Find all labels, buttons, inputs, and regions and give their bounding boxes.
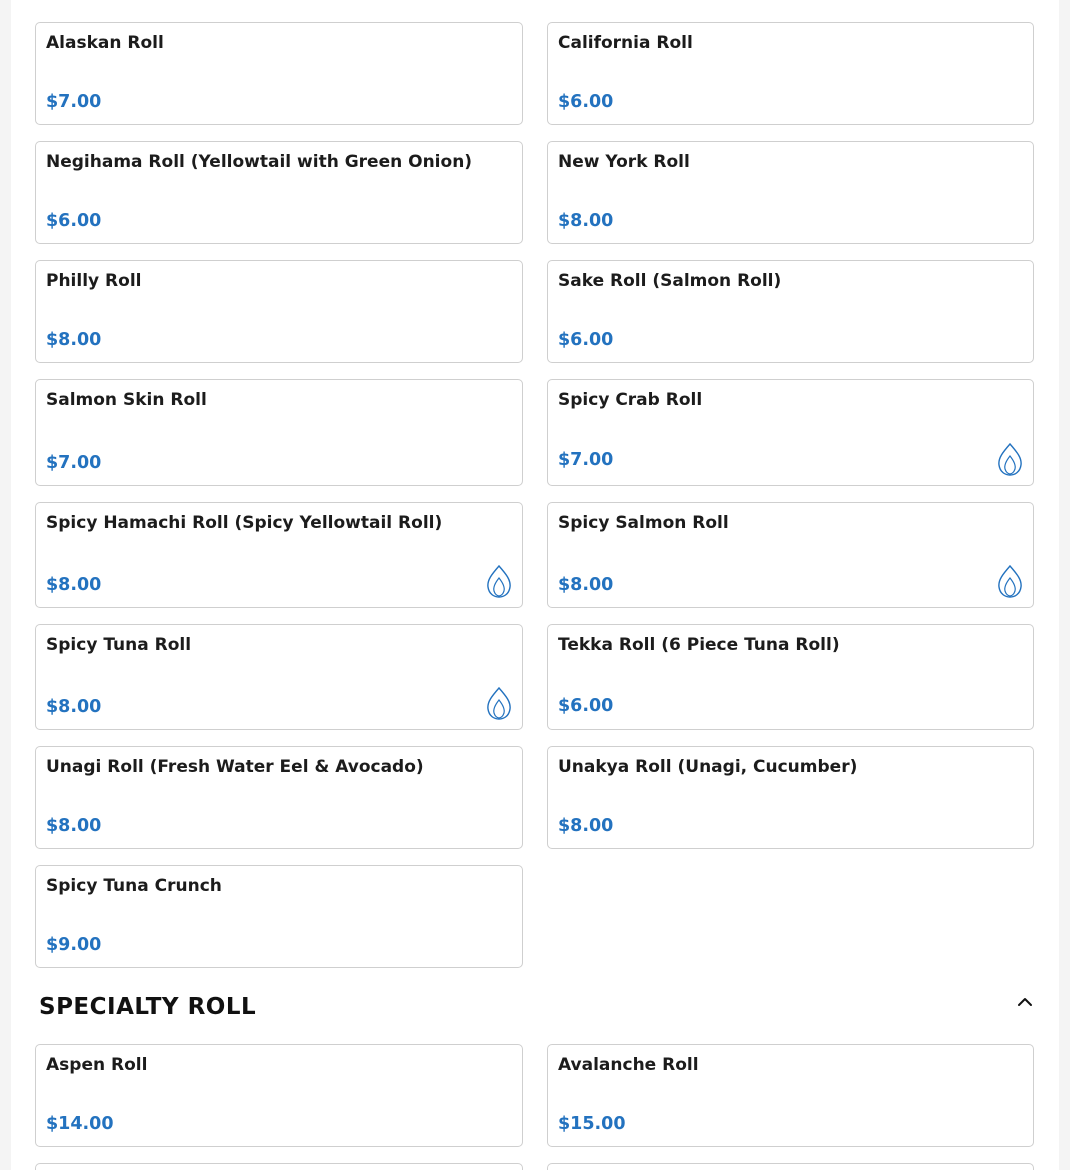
menu-item-card[interactable] bbox=[547, 624, 1034, 730]
menu-item-name: Aspen Roll bbox=[46, 1055, 148, 1075]
menu-item-price: $7.00 bbox=[46, 92, 102, 112]
menu-item-price: $8.00 bbox=[558, 575, 614, 595]
menu-item-price: $7.00 bbox=[558, 450, 614, 470]
menu-item-price: $8.00 bbox=[558, 816, 614, 836]
menu-item-name: California Roll bbox=[558, 33, 693, 53]
menu-item-card[interactable] bbox=[35, 624, 523, 730]
menu-item-card[interactable] bbox=[35, 22, 523, 125]
menu-item-name: Salmon Skin Roll bbox=[46, 390, 207, 410]
menu-item-name: Unagi Roll (Fresh Water Eel & Avocado) bbox=[46, 757, 424, 777]
menu-item-card[interactable] bbox=[547, 502, 1034, 608]
menu-item-price: $9.00 bbox=[46, 935, 102, 955]
menu-item-card[interactable] bbox=[35, 260, 523, 363]
menu-item-card[interactable] bbox=[35, 141, 523, 244]
menu-item-name: Tekka Roll (6 Piece Tuna Roll) bbox=[558, 635, 840, 655]
menu-item-name: Spicy Salmon Roll bbox=[558, 513, 729, 533]
menu-item-price: $8.00 bbox=[46, 697, 102, 717]
menu-item-price: $6.00 bbox=[46, 211, 102, 231]
menu-item-card[interactable] bbox=[35, 1044, 523, 1147]
menu-item-card[interactable] bbox=[547, 1163, 1034, 1170]
spicy-flame-icon bbox=[995, 563, 1025, 599]
menu-item-card[interactable] bbox=[547, 746, 1034, 849]
menu-item-name: New York Roll bbox=[558, 152, 690, 172]
menu-item-name: Avalanche Roll bbox=[558, 1055, 699, 1075]
menu-item-card[interactable] bbox=[35, 865, 523, 968]
menu-item-price: $15.00 bbox=[558, 1114, 626, 1134]
menu-item-card[interactable] bbox=[547, 141, 1034, 244]
spicy-flame-icon bbox=[995, 441, 1025, 477]
menu-item-price: $8.00 bbox=[46, 816, 102, 836]
menu-item-name: Philly Roll bbox=[46, 271, 142, 291]
menu-item-price: $14.00 bbox=[46, 1114, 114, 1134]
menu-item-name: Spicy Hamachi Roll (Spicy Yellowtail Roll) bbox=[46, 513, 443, 533]
menu-item-price: $8.00 bbox=[558, 211, 614, 231]
menu-item-name: Negihama Roll (Yellowtail with Green Onion) bbox=[46, 152, 473, 172]
menu-item-price: $6.00 bbox=[558, 330, 614, 350]
menu-item-name: Sake Roll (Salmon Roll) bbox=[558, 271, 782, 291]
menu-item-card[interactable] bbox=[35, 746, 523, 849]
spicy-flame-icon bbox=[484, 685, 514, 721]
menu-item-name: Spicy Tuna Crunch bbox=[46, 876, 222, 896]
section-title: SPECIALTY ROLL bbox=[39, 994, 257, 1020]
menu-item-card[interactable] bbox=[547, 1044, 1034, 1147]
menu-item-price: $7.00 bbox=[46, 453, 102, 473]
menu-item-price: $6.00 bbox=[558, 92, 614, 112]
chevron-up-icon[interactable] bbox=[1014, 990, 1036, 1012]
spicy-flame-icon bbox=[484, 563, 514, 599]
menu-item-price: $8.00 bbox=[46, 575, 102, 595]
menu-item-card[interactable] bbox=[547, 260, 1034, 363]
menu-item-name: Alaskan Roll bbox=[46, 33, 164, 53]
menu-item-name: Spicy Tuna Roll bbox=[46, 635, 192, 655]
menu-item-price: $8.00 bbox=[46, 330, 102, 350]
menu-item-card[interactable] bbox=[547, 379, 1034, 486]
menu-item-name: Unakya Roll (Unagi, Cucumber) bbox=[558, 757, 858, 777]
menu-item-name: Spicy Crab Roll bbox=[558, 390, 703, 410]
menu-item-card[interactable] bbox=[35, 502, 523, 608]
menu-item-card[interactable] bbox=[547, 22, 1034, 125]
menu-item-card[interactable] bbox=[35, 1163, 523, 1170]
menu-item-card[interactable] bbox=[35, 379, 523, 486]
menu-page bbox=[11, 0, 1059, 1170]
menu-item-price: $6.00 bbox=[558, 696, 614, 716]
